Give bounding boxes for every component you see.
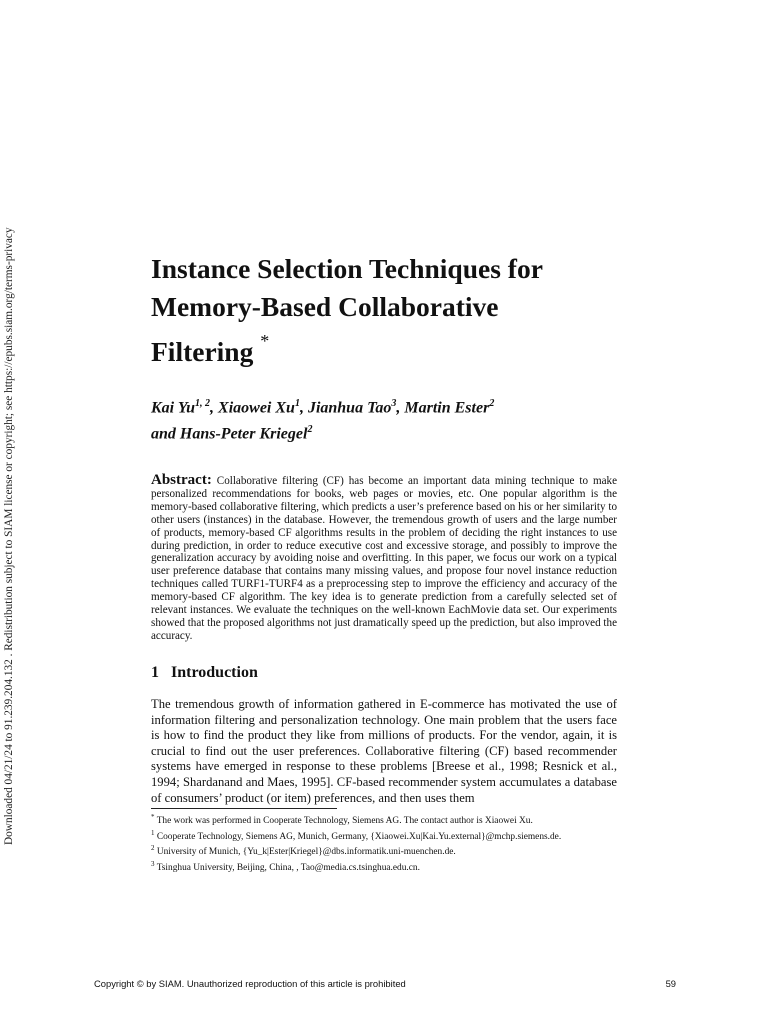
footnote <box>151 859 621 875</box>
download-notice <box>3 180 23 845</box>
author-affiliation: 2 <box>307 424 313 436</box>
author-name: Xiaowei Xu <box>218 399 295 417</box>
title-line-2: Memory-Based Collaborative <box>151 291 499 322</box>
footnote-text: Cooperate Technology, Siemens AG, Munich, Germany, {Xiaowei.Xu|Kai.Yu.external}@mchp.siemens.de. <box>156 831 562 842</box>
author-affiliation: 1, 2 <box>195 398 211 409</box>
title-line-1: Instance Selection Techniques for <box>151 253 543 284</box>
footnote-mark: 1 <box>151 828 155 837</box>
footnote-text: Tsinghua University, Beijing, China, , Tao@media.cs.tsinghua.edu.cn. <box>156 863 420 874</box>
introduction-paragraph: The tremendous growth of information gathered in E-commerce has motivated the use of information filtering and personalization technology. One main problem that the users face is how to find the product they like from millions of products. For the vendor, again, it is crucial to find out the user preferences. Collaborative filtering (CF) based recommender systems have emerged in response to these problems [Breese et al., 1998; Resnick et al., 1994; Shardanand and Maes, 1995]. CF-based recommender system accumulates a database of consumers’ product (or item) preferences, and then uses them <box>151 697 617 805</box>
section-number: 1 <box>151 664 159 681</box>
author-separator: , <box>299 399 308 417</box>
footnote-mark: 2 <box>151 844 155 853</box>
footnote <box>151 843 621 859</box>
author-separator: , <box>396 399 405 417</box>
abstract <box>151 474 617 643</box>
author-name: Jianhua Tao <box>307 399 392 417</box>
section-title: Introduction <box>171 664 258 681</box>
author-affiliation: 3 <box>391 398 397 409</box>
footnote <box>151 828 621 844</box>
footnote-text: University of Munich, {Yu_k|Ester|Kriegel}@dbs.informatik.uni-muenchen.de. <box>156 847 456 858</box>
author-name: Kai Yu <box>151 399 196 417</box>
footnotes <box>151 812 621 875</box>
author-name: and Hans-Peter Kriegel <box>151 425 308 443</box>
title-footnote-mark: * <box>260 331 270 351</box>
footnote <box>151 812 621 828</box>
download-notice-text: Downloaded 04/21/24 to 91.239.204.132 . Redistribution subject to SIAM license or copyright; see https://epubs.siam.org/terms-privacy <box>3 227 15 845</box>
section-heading <box>151 664 617 682</box>
page-number: 59 <box>665 978 676 989</box>
abstract-label: Abstract: <box>151 472 212 488</box>
footnote-mark: 3 <box>151 860 155 869</box>
footnote-text: The work was performed in Cooperate Technology, Siemens AG. The contact author is Xiaowei Xu. <box>156 816 533 827</box>
title-line-3: Filtering <box>151 336 254 368</box>
author-name: Martin Ester <box>404 399 490 417</box>
abstract-text: Collaborative filtering (CF) has become an important data mining technique to make personalized recommendations for books, web pages or movies, etc. One popular algorithm is the memory-based collaborative filtering, which predicts a user’s preference based on his or her similarity to other users (instances) in the database. However, the tremendous growth of users and the large number of products, memory-based CF algorithms results in the problem of deciding the right instances to use during prediction, in order to reduce executive cost and excessive storage, and possibly to improve the generalization accuracy by avoiding noise and overfitting. In this paper, we focus our work on a typical user preference database that contains many missing values, and propose four novel instance reduction techniques called TURF1-TURF4 as a preprocessing step to improve the efficiency and accuracy of the memory-based CF algorithm. The key idea is to generate prediction from a carefully selected set of relevant instances. We evaluate the techniques on the well-known EachMovie data set. Our experiments showed that the proposed algorithms not just dramatically speed up the prediction, but also improved the accuracy. <box>151 475 617 642</box>
author-affiliation: 2 <box>489 398 495 409</box>
footnote-divider <box>151 808 337 809</box>
author-list <box>151 393 671 446</box>
copyright-notice: Copyright © by SIAM. Unauthorized reproduction of this article is prohibited <box>94 978 406 989</box>
paper-title <box>151 250 671 371</box>
page-footer <box>94 978 676 992</box>
footnote-mark: * <box>151 813 155 821</box>
author-affiliation: 1 <box>294 398 300 409</box>
author-separator: , <box>210 399 219 417</box>
